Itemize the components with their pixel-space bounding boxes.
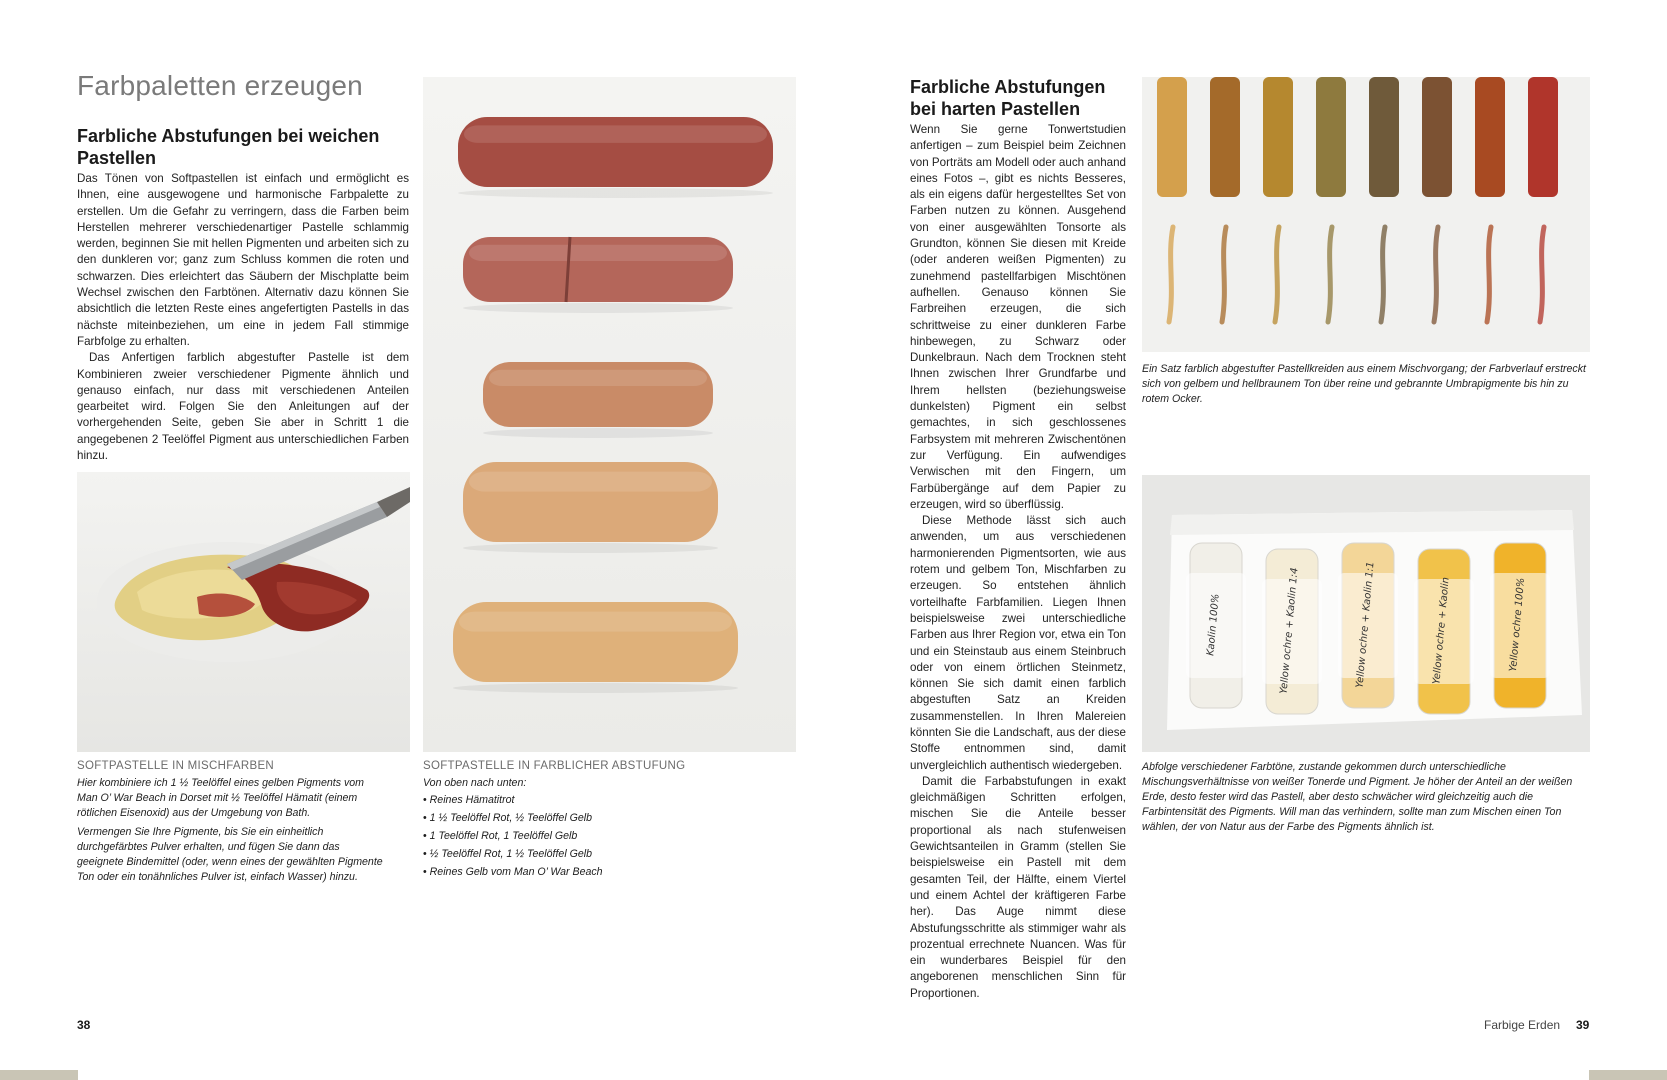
caption-mixing-text-1: Hier kombiniere ich 1 ½ Teelöffel eines gelben Pigments vom Man O’ War Beach in Dorset mit ½ Teelöffel Hämatit (einem rötlichen Eisenoxid) aus der Umgebung von Bath. <box>77 777 364 819</box>
handwritten-label: Yellow ochre + Kaolin <box>1431 576 1452 685</box>
caption-labelled-pastels: Abfolge verschiedener Farbtöne, zustande gekommen durch unterschiedliche Mischungsverhältnisse von weißer Tonerde und Pigment. Je höher der Anteil an der weißen Erde, desto fester wird das Pastell, aber desto schwächer wird gleichzeitig auch die Farbintensität des Pigments. Will man das verhindern, sollte man zum Mischen einen Ton wählen, der von Natur aus der Farbe des Pigments ähnlich ist. <box>1142 761 1573 833</box>
caption-mixing <box>77 760 387 889</box>
gradation-item: • Reines Gelb vom Man O’ War Beach <box>423 863 783 881</box>
chalk-swatch <box>1540 227 1544 322</box>
pastel-stick-highlight <box>464 125 767 142</box>
caption-mixing-title: SOFTPASTELLE IN MISCHFARBEN <box>77 760 275 772</box>
chalk-swatch <box>1381 227 1385 322</box>
pastel-stick-highlight <box>469 472 712 492</box>
right-paragraph-3: Damit die Farbabstufungen in exakt gleichmäßigen Schritten erfolgen, mischen Sie die Anteile besser proportional als nach stufenweisen Gewichtsanteilen in Gramm (stellen Sie beispielsweise ein Pastell mit dem gesamten Teil, der Hälfte, einem Viertel und einem Achtel der kräftigeren Farbe her). Das Auge nimmt diese Abstufungsschritte als stimmiger wahr als prozentual errechnete Nuancen. Was für ein wunderbares Beispiel für den angeborenen menschlichen Sinn für Proportionen. <box>910 774 1126 1000</box>
left-paragraph-2: Das Anfertigen farblich abgestufter Pastelle ist dem Kombinieren zweier verschiedener Pigmente ähnlich und genauso einfach, nur dass mit verschiedenen Anteilen gearbeitet wird. Folgen Sie den Anleitungen auf der vorhergehenden Seite, geben Sie aber in Schritt 1 die angegebenen 2 Teelöffel Pigment aus unterschiedlichen Farben hinzu. <box>77 351 409 463</box>
hard-chalks-photo <box>1142 77 1590 352</box>
handwritten-label: Yellow ochre 100% <box>1507 577 1528 673</box>
soft-pastel-sticks-photo <box>423 77 796 752</box>
gradation-list <box>423 791 783 881</box>
pastel-sticks-illustration <box>423 77 796 752</box>
right-body-text <box>910 122 1126 1002</box>
pastel-stick-shadow <box>458 188 773 198</box>
pigment-mixing-illustration <box>77 472 410 752</box>
chalk-stick <box>1316 77 1346 197</box>
gradation-item: • Reines Hämatitrot <box>423 791 783 809</box>
chalk-swatch <box>1328 227 1332 322</box>
chalk-swatch <box>1169 227 1173 322</box>
left-body-text <box>77 171 409 464</box>
pastel-stick-shadow <box>463 303 733 313</box>
caption-gradation-title: SOFTPASTELLE IN FARBLICHER ABSTUFUNG <box>423 760 686 772</box>
handwritten-label: Yellow ochre + Kaolin 1:1 <box>1354 561 1377 689</box>
pastel-stick-shadow <box>453 683 738 693</box>
chalk-stick <box>1422 77 1452 197</box>
page-number-right: 39 <box>1576 1018 1590 1032</box>
handwritten-label: Kaolin 100% <box>1205 593 1222 657</box>
page-number-left: 38 <box>77 1018 91 1032</box>
right-paragraph-2: Diese Methode lässt sich auch anwenden, um aus verschiedenen harmonierenden Pigmentsorten, wie aus rotem und gelbem Ton, Mischfarben zu erzeugen. So entstehen ähnlich vorteilhafte Farbfamilien. Liegen Ihnen beispielsweise zwei unterschiedliche Farben aus Ihrer Region vor, etwa ein Ton und ein Steinstaub aus einem Steinbruch oder von einem örtlichen Steinmetz, können Sie sich damit einen farblich abgestuften Satz an Kreiden zusammenstellen. In Ihren Malereien könnten Sie die Landschaft, aus der diese Stoffe entnommen sind, damit unvergleichlich authentisch wiedergeben. <box>910 514 1126 772</box>
chalk-stick <box>1475 77 1505 197</box>
chalk-swatch <box>1275 227 1279 322</box>
labelled-pastels-photo <box>1142 475 1590 752</box>
pastel-stick-shadow <box>483 428 713 438</box>
handwritten-label: Yellow ochre + Kaolin 1:4 <box>1278 567 1301 695</box>
pigment-mixing-photo <box>77 472 410 752</box>
left-edge-strip <box>0 1070 78 1080</box>
gradation-item: • ½ Teelöffel Rot, 1 ½ Teelöffel Gelb <box>423 845 783 863</box>
left-heading: Farbliche Abstufungen bei weichen Pastellen <box>77 126 380 168</box>
hard-chalks-illustration <box>1142 77 1590 352</box>
caption-chalks: Ein Satz farblich abgestufter Pastellkreiden aus einem Mischvorgang; der Farbverlauf erstreckt sich von gelbem und hellbraunem Ton über reine und gebrannte Umbrapigmente bis hin zu rotem Ocker. <box>1142 363 1586 405</box>
chalk-swatch <box>1222 227 1226 322</box>
caption-gradation-intro: Von oben nach unten: <box>423 777 527 789</box>
label-pastel-group <box>1186 543 1550 714</box>
right-edge-strip <box>1589 1070 1667 1080</box>
section-title: Farbpaletten erzeugen <box>77 70 363 101</box>
labelled-pastels-illustration <box>1142 475 1590 752</box>
chalk-stick <box>1157 77 1187 197</box>
caption-gradation <box>423 760 783 881</box>
pastel-stick-shadow <box>463 543 718 553</box>
chalk-stick <box>1528 77 1558 197</box>
caption-mixing-text-2: Vermengen Sie Ihre Pigmente, bis Sie ein einheitlich durchgefärbtes Pulver erhalten, und fügen Sie dann das geeignete Bindemittel (oder, wenn eines der gewählten Pigmente Ton oder ein tonähnliches Pulver ist, einfach Wasser) hinzu. <box>77 826 383 883</box>
chalk-stick <box>1263 77 1293 197</box>
gradation-item: • 1 ½ Teelöffel Rot, ½ Teelöffel Gelb <box>423 809 783 827</box>
pastel-stick-highlight <box>489 370 707 386</box>
chalk-swatch <box>1487 227 1491 322</box>
left-paragraph-1: Das Tönen von Softpastellen ist einfach und ermöglicht es Ihnen, eine ausgewogene und harmonische Farbpalette zu erstellen. Um die Gefahr zu verringern, dass die Farben beim Herstellen mehrerer verschiedenartiger Pastelle schlammig werden, beginnen Sie mit hellen Pigmenten und arbeiten sich zu den dunkleren vor; ganz zum Schluss kommen die roten und schwarzen. Dies erleichtert das Säubern der Mischplatte beim Wechsel zwischen den Farbtönen. Alternativ dazu können Sie absichtlich die letzten Reste eines angefertigten Pastells in das nächste miteinbeziehen, um eine in jedem Fall stimmige Farbfolge zu erhalten. <box>77 172 409 348</box>
running-head: Farbige Erden <box>1484 1018 1561 1032</box>
chalk-stick <box>1210 77 1240 197</box>
chalk-swatch <box>1434 227 1438 322</box>
chalk-stick <box>1369 77 1399 197</box>
right-paragraph-1: Wenn Sie gerne Tonwertstudien anfertigen – zum Beispiel beim Zeichnen von Porträts am Modell oder auch anhand eines Fotos –, gibt es nichts Besseres, als ein eigens dafür hergestelltes Set von Farben nutzen zu können. Ausgehend von einer ausgewählten Tonsorte als Grundton, können Sie diesen mit Kreide (oder anderen weißen Pigmenten) zu zunehmend pastellfarbigen Mischtönen aufhellen. Genauso können Sie Farbreihen erzeugen, die sich schrittweise zu einer dunkleren Farbe hinbewegen, zu Schwarz oder Dunkelbraun. Nach dem Trocknen steht Ihnen zwischen Ihrer Grundfarbe und Ihrem hellsten (beziehungsweise dunkelsten) Pigment ein selbst gemachtes, in sich geschlossenes Farbsystem mit mehreren Zwischentönen zur Verfügung. Ein aufwendiges Verwischen mit den Fingern, um Farbübergänge auf dem Papier zu erzeugen, wird so überflüssig. <box>910 123 1126 511</box>
pastel-stick-highlight <box>459 612 732 632</box>
right-heading: Farbliche Abstufungen bei harten Pastellen <box>910 77 1106 119</box>
pastel-stick-highlight <box>469 245 727 261</box>
gradation-item: • 1 Teelöffel Rot, 1 Teelöffel Gelb <box>423 827 783 845</box>
